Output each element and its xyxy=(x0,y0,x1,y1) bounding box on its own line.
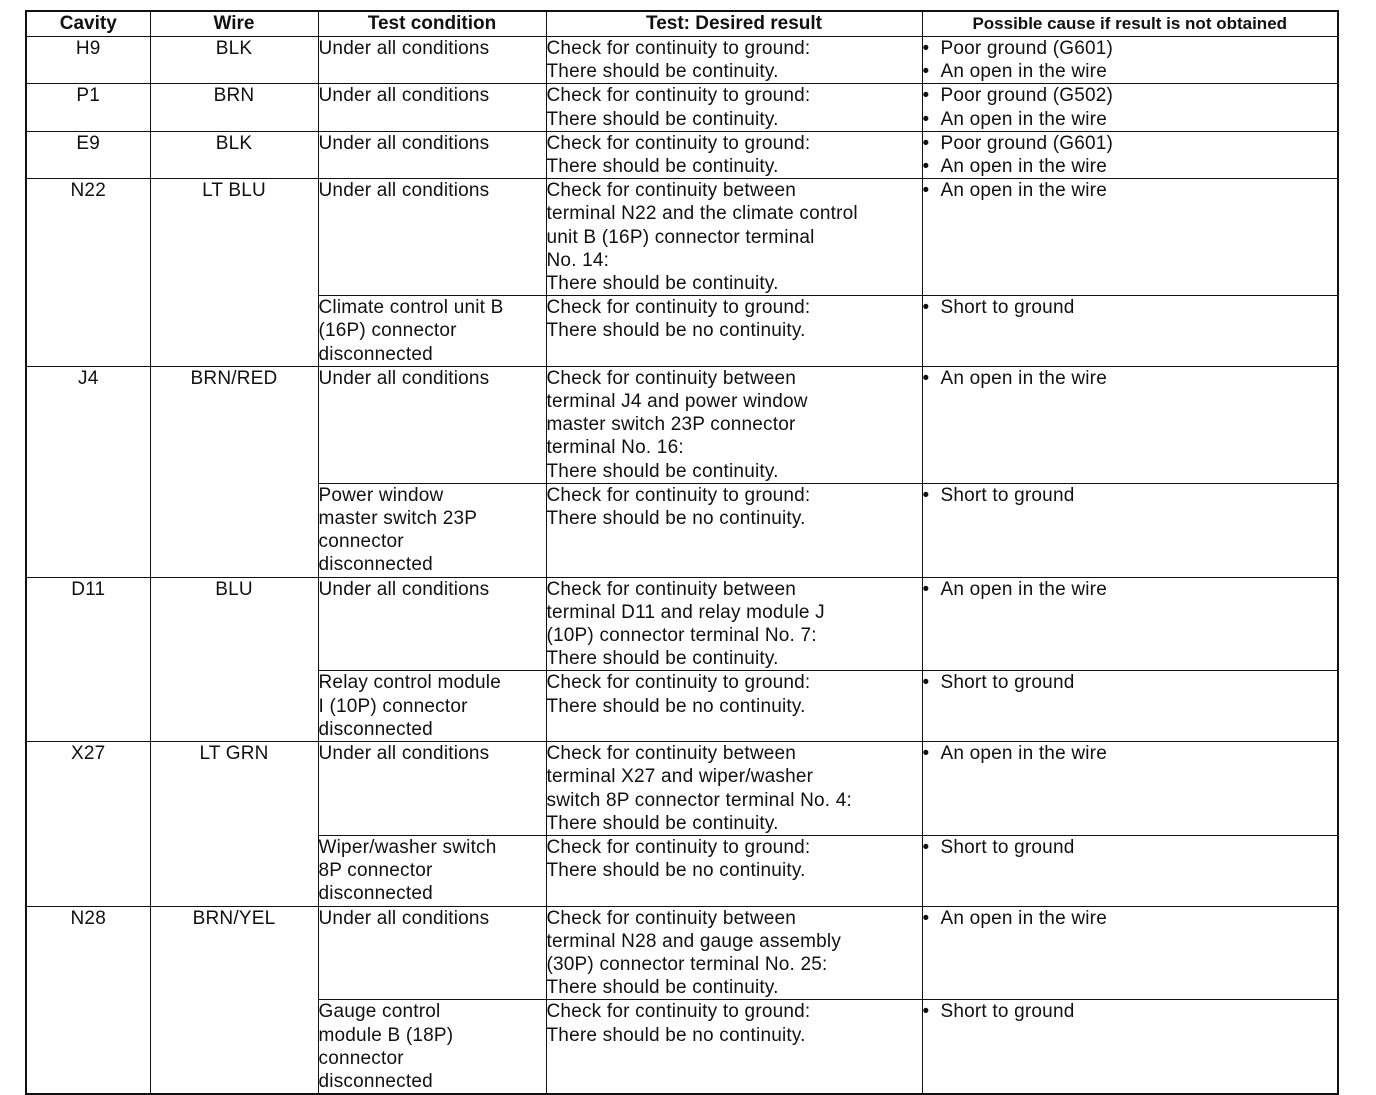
desired-result-cell-line: terminal D11 and relay module J xyxy=(546,601,825,623)
test-condition-cell-line: Under all conditions xyxy=(318,743,490,765)
cause-text: An open in the wire xyxy=(940,61,1107,83)
desired-result-cell-line: master switch 23P connector xyxy=(546,414,796,436)
desired-result-cell-line: There should be no continuity. xyxy=(546,508,806,530)
desired-result-cell xyxy=(546,577,922,671)
bullet-icon: • xyxy=(922,1001,930,1023)
desired-result-cell xyxy=(546,483,922,577)
desired-result-cell xyxy=(546,366,922,483)
wire-color-cell: LT BLU xyxy=(150,179,318,367)
desired-result-cell-line: terminal J4 and power window xyxy=(546,391,808,413)
cause-text: An open in the wire xyxy=(940,367,1107,389)
cause-text: Short to ground xyxy=(940,672,1075,694)
desired-result-cell-line: There should be continuity. xyxy=(546,977,779,999)
test-condition-cell xyxy=(318,742,546,836)
test-condition-cell-line: I (10P) connector xyxy=(318,695,468,717)
test-condition-cell xyxy=(318,577,546,671)
possible-cause-cell xyxy=(922,366,1338,483)
bullet-icon: • xyxy=(922,907,930,929)
wire-color-cell: BLK xyxy=(150,131,318,178)
header-desired-result: Test: Desired result xyxy=(546,11,922,37)
cause-item xyxy=(923,671,1338,694)
bullet-icon: • xyxy=(922,484,930,506)
test-condition-cell-line: Climate control unit B xyxy=(318,297,504,319)
test-condition-cell-line: master switch 23P xyxy=(318,508,478,530)
test-condition-cell-line: disconnected xyxy=(318,1070,433,1092)
bullet-icon: • xyxy=(922,180,930,202)
desired-result-cell-line: Check for continuity between xyxy=(546,367,797,389)
cause-text: Poor ground (G601) xyxy=(940,132,1114,154)
wire-color-cell: LT GRN xyxy=(150,742,318,906)
cavity-cell: N28 xyxy=(26,906,150,1094)
desired-result-cell-line: terminal N28 and gauge assembly xyxy=(546,930,842,952)
cause-text: An open in the wire xyxy=(940,907,1107,929)
wire-color-cell: BRN xyxy=(150,84,318,131)
desired-result-cell-line: There should be continuity. xyxy=(546,460,779,482)
cavity-cell: X27 xyxy=(26,742,150,906)
test-condition-cell xyxy=(318,37,546,84)
cause-item xyxy=(923,907,1338,930)
possible-cause-cell xyxy=(922,1000,1338,1094)
cause-item xyxy=(923,108,1338,131)
desired-result-cell-line: Check for continuity to ground: xyxy=(546,297,811,319)
test-condition-cell-line: (16P) connector xyxy=(318,320,457,342)
test-condition-cell-line: Under all conditions xyxy=(318,180,490,202)
test-condition-cell xyxy=(318,483,546,577)
test-condition-cell-line: Under all conditions xyxy=(318,38,490,59)
desired-result-cell xyxy=(546,179,922,296)
desired-result-cell-line: (30P) connector terminal No. 25: xyxy=(546,953,828,975)
desired-result-cell-line: Check for continuity to ground: xyxy=(546,672,811,694)
table-row xyxy=(26,577,1338,671)
cause-item xyxy=(923,37,1338,60)
cause-item xyxy=(923,578,1338,601)
bullet-icon: • xyxy=(922,672,930,694)
test-condition-cell-line: Wiper/washer switch xyxy=(318,836,497,858)
possible-cause-cell xyxy=(922,84,1338,131)
desired-result-cell-line: There should be continuity. xyxy=(546,61,779,83)
cause-item xyxy=(923,179,1338,202)
bullet-icon: • xyxy=(922,108,930,130)
desired-result-cell xyxy=(546,906,922,1000)
bullet-icon: • xyxy=(922,297,930,319)
header-wire: Wire xyxy=(150,11,318,37)
table-body xyxy=(26,37,1338,1095)
possible-cause-cell xyxy=(922,577,1338,671)
test-condition-cell-line: disconnected xyxy=(318,883,433,905)
bullet-icon: • xyxy=(922,367,930,389)
cause-item xyxy=(923,60,1338,83)
desired-result-cell-line: Check for continuity to ground: xyxy=(546,85,811,107)
cavity-cell: H9 xyxy=(26,37,150,84)
desired-result-cell-line: Check for continuity to ground: xyxy=(546,1001,811,1023)
continuity-test-table-container xyxy=(25,10,1339,1095)
possible-cause-cell xyxy=(922,296,1338,367)
test-condition-cell-line: disconnected xyxy=(318,718,433,740)
desired-result-cell-line: Check for continuity between xyxy=(546,180,797,202)
possible-cause-cell xyxy=(922,671,1338,742)
cause-item xyxy=(923,296,1338,319)
bullet-icon: • xyxy=(922,836,930,858)
test-condition-cell xyxy=(318,835,546,906)
test-condition-cell-line: connector xyxy=(318,1047,404,1069)
desired-result-cell-line: Check for continuity to ground: xyxy=(546,38,811,59)
desired-result-cell-line: terminal X27 and wiper/washer xyxy=(546,766,814,788)
test-condition-cell-line: Relay control module xyxy=(318,672,501,694)
desired-result-cell-line: There should be no continuity. xyxy=(546,695,806,717)
test-condition-cell-line: disconnected xyxy=(318,343,433,365)
desired-result-cell xyxy=(546,671,922,742)
cavity-cell: D11 xyxy=(26,577,150,741)
header-possible-cause: Possible cause if result is not obtained xyxy=(922,11,1338,37)
test-condition-cell-line: Power window xyxy=(318,484,444,506)
cause-text: Poor ground (G601) xyxy=(940,38,1114,59)
cause-item xyxy=(923,836,1338,859)
desired-result-cell-line: terminal N22 and the climate control xyxy=(546,203,858,225)
table-row xyxy=(26,906,1338,1000)
desired-result-cell-line: There should be no continuity. xyxy=(546,860,806,882)
desired-result-cell-line: Check for continuity between xyxy=(546,743,797,765)
table-row xyxy=(26,131,1338,178)
desired-result-cell xyxy=(546,835,922,906)
table-row xyxy=(26,742,1338,836)
test-condition-cell-line: Under all conditions xyxy=(318,907,490,929)
desired-result-cell-line: There should be continuity. xyxy=(546,156,779,178)
test-condition-cell xyxy=(318,906,546,1000)
desired-result-cell-line: Check for continuity between xyxy=(546,907,797,929)
test-condition-cell xyxy=(318,179,546,296)
desired-result-cell-line: There should be continuity. xyxy=(546,648,779,670)
desired-result-cell-line: No. 14: xyxy=(546,249,610,271)
table-header-row xyxy=(26,11,1338,37)
desired-result-cell-line: Check for continuity between xyxy=(546,578,797,600)
wire-color-cell: BLU xyxy=(150,577,318,741)
desired-result-cell xyxy=(546,742,922,836)
test-condition-cell-line: Under all conditions xyxy=(318,132,490,154)
test-condition-cell xyxy=(318,84,546,131)
table-row xyxy=(26,179,1338,296)
test-condition-cell xyxy=(318,366,546,483)
cause-text: An open in the wire xyxy=(940,108,1107,130)
desired-result-cell-line: There should be no continuity. xyxy=(546,320,806,342)
cause-text: Poor ground (G502) xyxy=(940,85,1114,107)
desired-result-cell-line: terminal No. 16: xyxy=(546,437,684,459)
possible-cause-cell xyxy=(922,742,1338,836)
desired-result-cell-line: switch 8P connector terminal No. 4: xyxy=(546,789,853,811)
desired-result-cell-line: Check for continuity to ground: xyxy=(546,484,811,506)
desired-result-cell xyxy=(546,296,922,367)
test-condition-cell xyxy=(318,671,546,742)
wire-color-cell: BLK xyxy=(150,37,318,84)
bullet-icon: • xyxy=(922,156,930,178)
cavity-cell: J4 xyxy=(26,366,150,577)
desired-result-cell xyxy=(546,84,922,131)
cause-item xyxy=(923,742,1338,765)
cause-text: An open in the wire xyxy=(940,156,1107,178)
test-condition-cell-line: Under all conditions xyxy=(318,85,490,107)
cause-item xyxy=(923,155,1338,178)
desired-result-cell-line: Check for continuity to ground: xyxy=(546,836,811,858)
bullet-icon: • xyxy=(922,132,930,154)
desired-result-cell xyxy=(546,37,922,84)
desired-result-cell-line: unit B (16P) connector terminal xyxy=(546,226,815,248)
test-condition-cell-line: 8P connector xyxy=(318,860,433,882)
cause-text: Short to ground xyxy=(940,836,1075,858)
possible-cause-cell xyxy=(922,131,1338,178)
table-row xyxy=(26,366,1338,483)
cause-item xyxy=(923,1000,1338,1023)
bullet-icon: • xyxy=(922,578,930,600)
possible-cause-cell xyxy=(922,179,1338,296)
desired-result-cell-line: There should be continuity. xyxy=(546,812,779,834)
test-condition-cell xyxy=(318,296,546,367)
desired-result-cell-line: There should be continuity. xyxy=(546,273,779,295)
continuity-test-table xyxy=(25,10,1339,1095)
cause-text: An open in the wire xyxy=(940,180,1107,202)
test-condition-cell-line: connector xyxy=(318,531,404,553)
desired-result-cell-line: Check for continuity to ground: xyxy=(546,132,811,154)
test-condition-cell xyxy=(318,131,546,178)
wire-color-cell: BRN/YEL xyxy=(150,906,318,1094)
cause-text: An open in the wire xyxy=(940,743,1107,765)
table-row xyxy=(26,84,1338,131)
wire-color-cell: BRN/RED xyxy=(150,366,318,577)
cause-item xyxy=(923,484,1338,507)
cause-item xyxy=(923,132,1338,155)
cause-text: Short to ground xyxy=(940,484,1075,506)
test-condition-cell xyxy=(318,1000,546,1094)
cause-item xyxy=(923,84,1338,107)
test-condition-cell-line: module B (18P) xyxy=(318,1024,454,1046)
cause-text: An open in the wire xyxy=(940,578,1107,600)
possible-cause-cell xyxy=(922,906,1338,1000)
test-condition-cell-line: Under all conditions xyxy=(318,367,490,389)
cause-item xyxy=(923,367,1338,390)
desired-result-cell-line: There should be no continuity. xyxy=(546,1024,806,1046)
bullet-icon: • xyxy=(922,743,930,765)
bullet-icon: • xyxy=(922,61,930,83)
desired-result-cell xyxy=(546,131,922,178)
bullet-icon: • xyxy=(922,38,930,59)
desired-result-cell-line: There should be continuity. xyxy=(546,108,779,130)
bullet-icon: • xyxy=(922,85,930,107)
test-condition-cell-line: disconnected xyxy=(318,554,433,576)
cavity-cell: P1 xyxy=(26,84,150,131)
possible-cause-cell xyxy=(922,835,1338,906)
header-cavity: Cavity xyxy=(26,11,150,37)
cause-text: Short to ground xyxy=(940,297,1075,319)
possible-cause-cell xyxy=(922,37,1338,84)
table-row xyxy=(26,37,1338,84)
cause-text: Short to ground xyxy=(940,1001,1075,1023)
desired-result-cell xyxy=(546,1000,922,1094)
desired-result-cell-line: (10P) connector terminal No. 7: xyxy=(546,625,817,647)
header-test-condition: Test condition xyxy=(318,11,546,37)
possible-cause-cell xyxy=(922,483,1338,577)
test-condition-cell-line: Under all conditions xyxy=(318,578,490,600)
test-condition-cell-line: Gauge control xyxy=(318,1001,441,1023)
cavity-cell: N22 xyxy=(26,179,150,367)
cavity-cell: E9 xyxy=(26,131,150,178)
